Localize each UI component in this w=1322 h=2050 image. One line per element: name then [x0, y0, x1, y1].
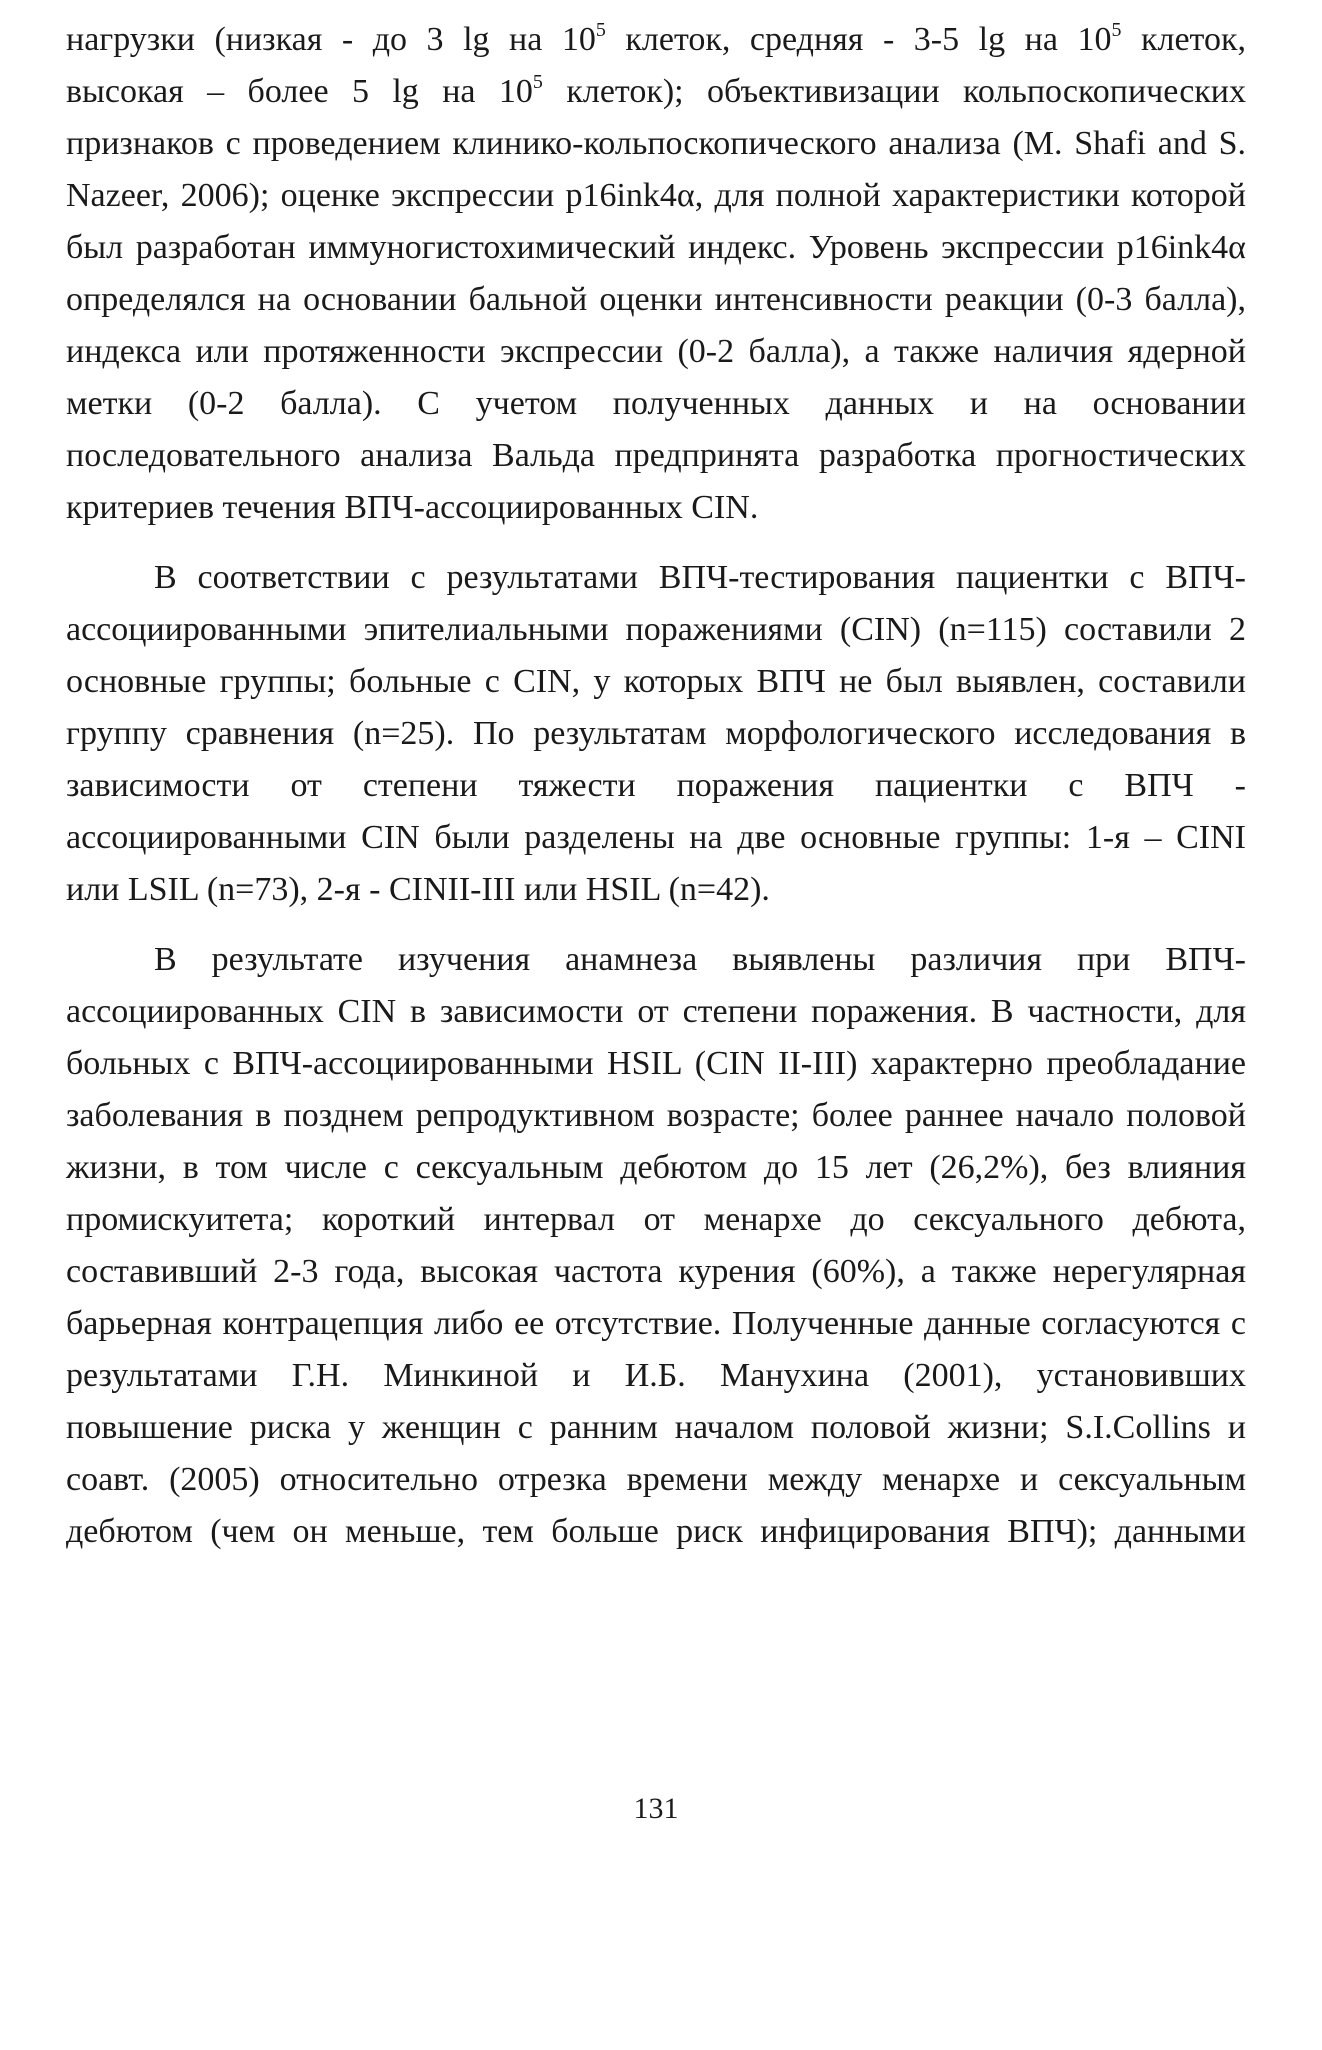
text-line: результатами Г.Н. Минкиной и И.Б. Манухина (2001), установивших: [66, 1357, 1246, 1394]
text-line: жизни, в том числе с сексуальным дебютом до 15 лет (26,2%), без влияния: [66, 1149, 1246, 1186]
text-line: высокая – более 5 lg на $10^5$ клеток); объективизации кольпоскопических: [66, 71, 1247, 110]
text-line: больных с ВПЧ-ассоциированными HSIL (CIN II-III) характерно преобладание: [66, 1045, 1246, 1082]
text-line: зависимости от степени тяжести поражения пациентки с ВПЧ -: [66, 767, 1246, 804]
text-line: ассоциированными CIN были разделены на две основные группы: 1-я – CINI: [66, 819, 1246, 856]
page-number: 131: [633, 1792, 679, 1825]
text-line: В результате изучения анамнеза выявлены различия при ВПЧ-: [154, 941, 1246, 978]
text-line: соавт. (2005) относительно отрезка времени между менархе и сексуальным: [66, 1461, 1246, 1498]
text-line: критериев течения ВПЧ-ассоциированных CIN.: [66, 489, 759, 526]
text-line: заболевания в позднем репродуктивном возрасте; более раннее начало половой: [66, 1097, 1246, 1134]
text-line: метки (0-2 балла). С учетом полученных данных и на основании: [66, 385, 1246, 422]
text-line: группу сравнения (n=25). По результатам морфологического исследования в: [66, 715, 1246, 752]
text-line: В соответствии с результатами ВПЧ-тестирования пациентки с ВПЧ-: [154, 559, 1246, 596]
text-line: индекса или протяженности экспрессии (0-2 балла), а также наличия ядерной: [66, 333, 1246, 370]
text-line: повышение риска у женщин с ранним началом половой жизни; S.I.Collins и: [66, 1409, 1246, 1446]
text-line: ассоциированных CIN в зависимости от степени поражения. В частности, для: [66, 993, 1246, 1030]
text-line: ассоциированными эпителиальными поражениями (CIN) (n=115) составили 2: [66, 611, 1246, 648]
text-line: составивший 2-3 года, высокая частота курения (60%), а также нерегулярная: [66, 1253, 1246, 1290]
text-line: нагрузки (низкая - до 3 lg на $10^5$ клеток, средняя - 3-5 lg на $10^5$ клеток,: [66, 19, 1246, 58]
text-line: промискуитета; короткий интервал от менархе до сексуального дебюта,: [66, 1201, 1246, 1238]
text-line: основные группы; больные с CIN, у которых ВПЧ не был выявлен, составили: [66, 663, 1246, 700]
text-line: дебютом (чем он меньше, тем больше риск инфицирования ВПЧ); данными: [66, 1513, 1246, 1550]
text-line: барьерная контрацепция либо ее отсутствие. Полученные данные согласуются с: [66, 1305, 1246, 1342]
text-line: или LSIL (n=73), 2-я - CINII-III или HSIL (n=42).: [66, 871, 770, 908]
text-line: признаков с проведением клинико-кольпоскопического анализа (M. Shafi and S.: [66, 125, 1246, 162]
text-line: последовательного анализа Вальда предпринята разработка прогностических: [66, 437, 1246, 474]
text-line: Nazeer, 2006); оценке экспрессии p16ink4α, для полной характеристики которой: [66, 177, 1246, 214]
text-line: определялся на основании бальной оценки интенсивности реакции (0-3 балла),: [66, 281, 1246, 318]
text-line: был разработан иммуногистохимический индекс. Уровень экспрессии p16ink4α: [66, 229, 1246, 266]
